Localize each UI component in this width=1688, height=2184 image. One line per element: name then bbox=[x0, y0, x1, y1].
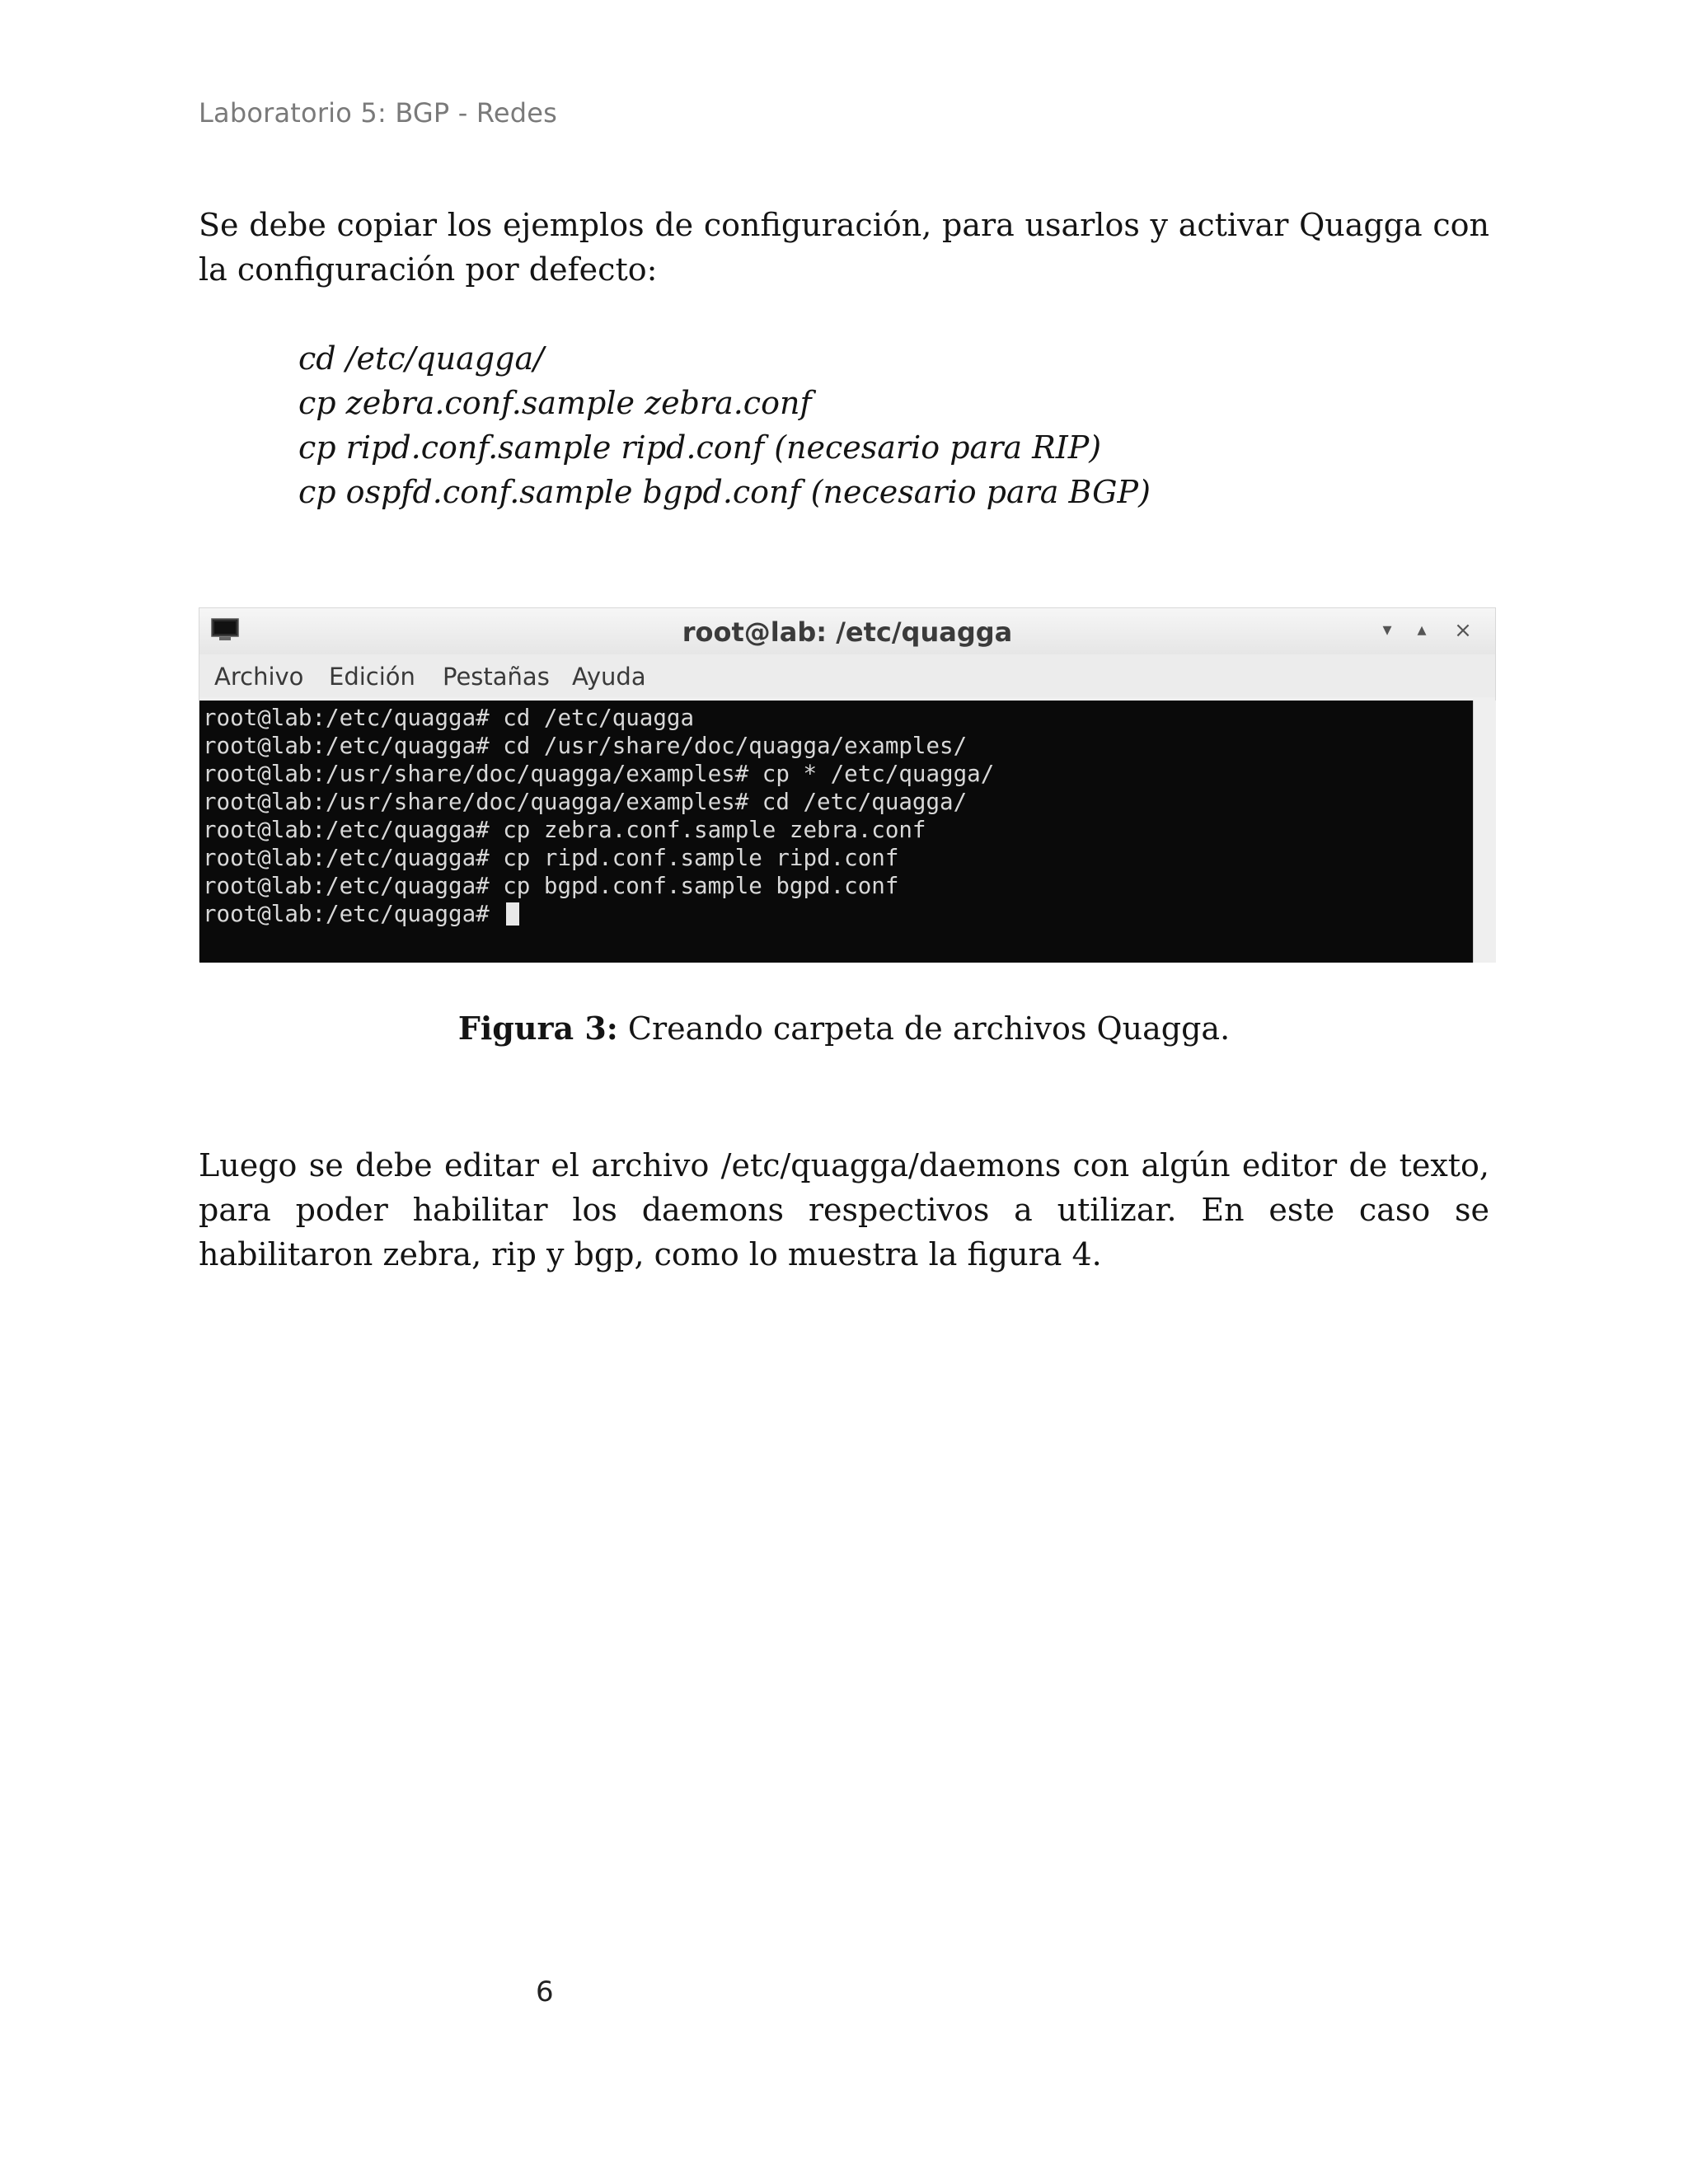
terminal-prompt: root@lab:/etc/quagga# bbox=[203, 901, 504, 927]
terminal-prompt-line bbox=[203, 900, 994, 928]
command-line: cd /etc/quagga/ bbox=[298, 340, 544, 377]
terminal-window-screenshot bbox=[199, 607, 1496, 962]
figure-caption-text: Creando carpeta de archivos Quagga. bbox=[617, 1010, 1231, 1047]
terminal-screen bbox=[199, 701, 1473, 963]
figure-label: Figura 3: bbox=[457, 1010, 618, 1047]
cursor-block bbox=[506, 902, 519, 926]
maximize-icon: ▴ bbox=[1417, 620, 1427, 640]
terminal-output bbox=[203, 704, 994, 928]
command-line: cp ripd.conf.sample ripd.conf (necesario para RIP) bbox=[298, 429, 1102, 466]
command-line: cp zebra.conf.sample zebra.conf bbox=[298, 385, 812, 421]
figure-caption bbox=[0, 1010, 1688, 1047]
terminal-line: root@lab:/usr/share/doc/quagga/examples# cp * /etc/quagga/ bbox=[203, 761, 995, 787]
intro-paragraph: Se debe copiar los ejemplos de configuración, para usarlos y activar Quagga con la configuración por defecto: bbox=[199, 207, 1489, 288]
terminal-menubar bbox=[199, 654, 1495, 697]
close-icon: × bbox=[1454, 618, 1472, 643]
body-paragraph: Luego se debe editar el archivo /etc/quagga/daemons con algún editor de texto, para poder habilitar los daemons respectivos a utilizar. En este caso se habilitaron zebra, rip y bgp, como lo muestra la figura 4. bbox=[199, 1147, 1489, 1272]
terminal-line: root@lab:/etc/quagga# cp zebra.conf.sample zebra.conf bbox=[203, 817, 926, 843]
menu-archivo: Archivo bbox=[214, 663, 304, 691]
menu-pestanas: Pestañas bbox=[443, 663, 550, 691]
command-list bbox=[298, 336, 1151, 514]
command-line: cp ospfd.conf.sample bgpd.conf (necesario para BGP) bbox=[298, 474, 1151, 510]
terminal-line: root@lab:/etc/quagga# cd /etc/quagga bbox=[203, 705, 695, 731]
terminal-line: root@lab:/etc/quagga# cp bgpd.conf.sample bgpd.conf bbox=[203, 873, 899, 899]
terminal-line: root@lab:/etc/quagga# cd /usr/share/doc/quagga/examples/ bbox=[203, 733, 968, 759]
terminal-line: root@lab:/usr/share/doc/quagga/examples# cd /etc/quagga/ bbox=[203, 789, 968, 815]
terminal-titlebar bbox=[199, 608, 1495, 654]
page-number: 6 bbox=[536, 1975, 554, 2008]
menu-ayuda: Ayuda bbox=[572, 663, 646, 691]
running-header: Laboratorio 5: BGP - Redes bbox=[199, 97, 558, 129]
minimize-icon: ▾ bbox=[1382, 620, 1392, 640]
menu-edicion: Edición bbox=[329, 663, 415, 691]
terminal-line: root@lab:/etc/quagga# cp ripd.conf.sample ripd.conf bbox=[203, 845, 899, 871]
terminal-scrollbar bbox=[1473, 701, 1496, 963]
terminal-title: root@lab: /etc/quagga bbox=[682, 616, 1013, 648]
